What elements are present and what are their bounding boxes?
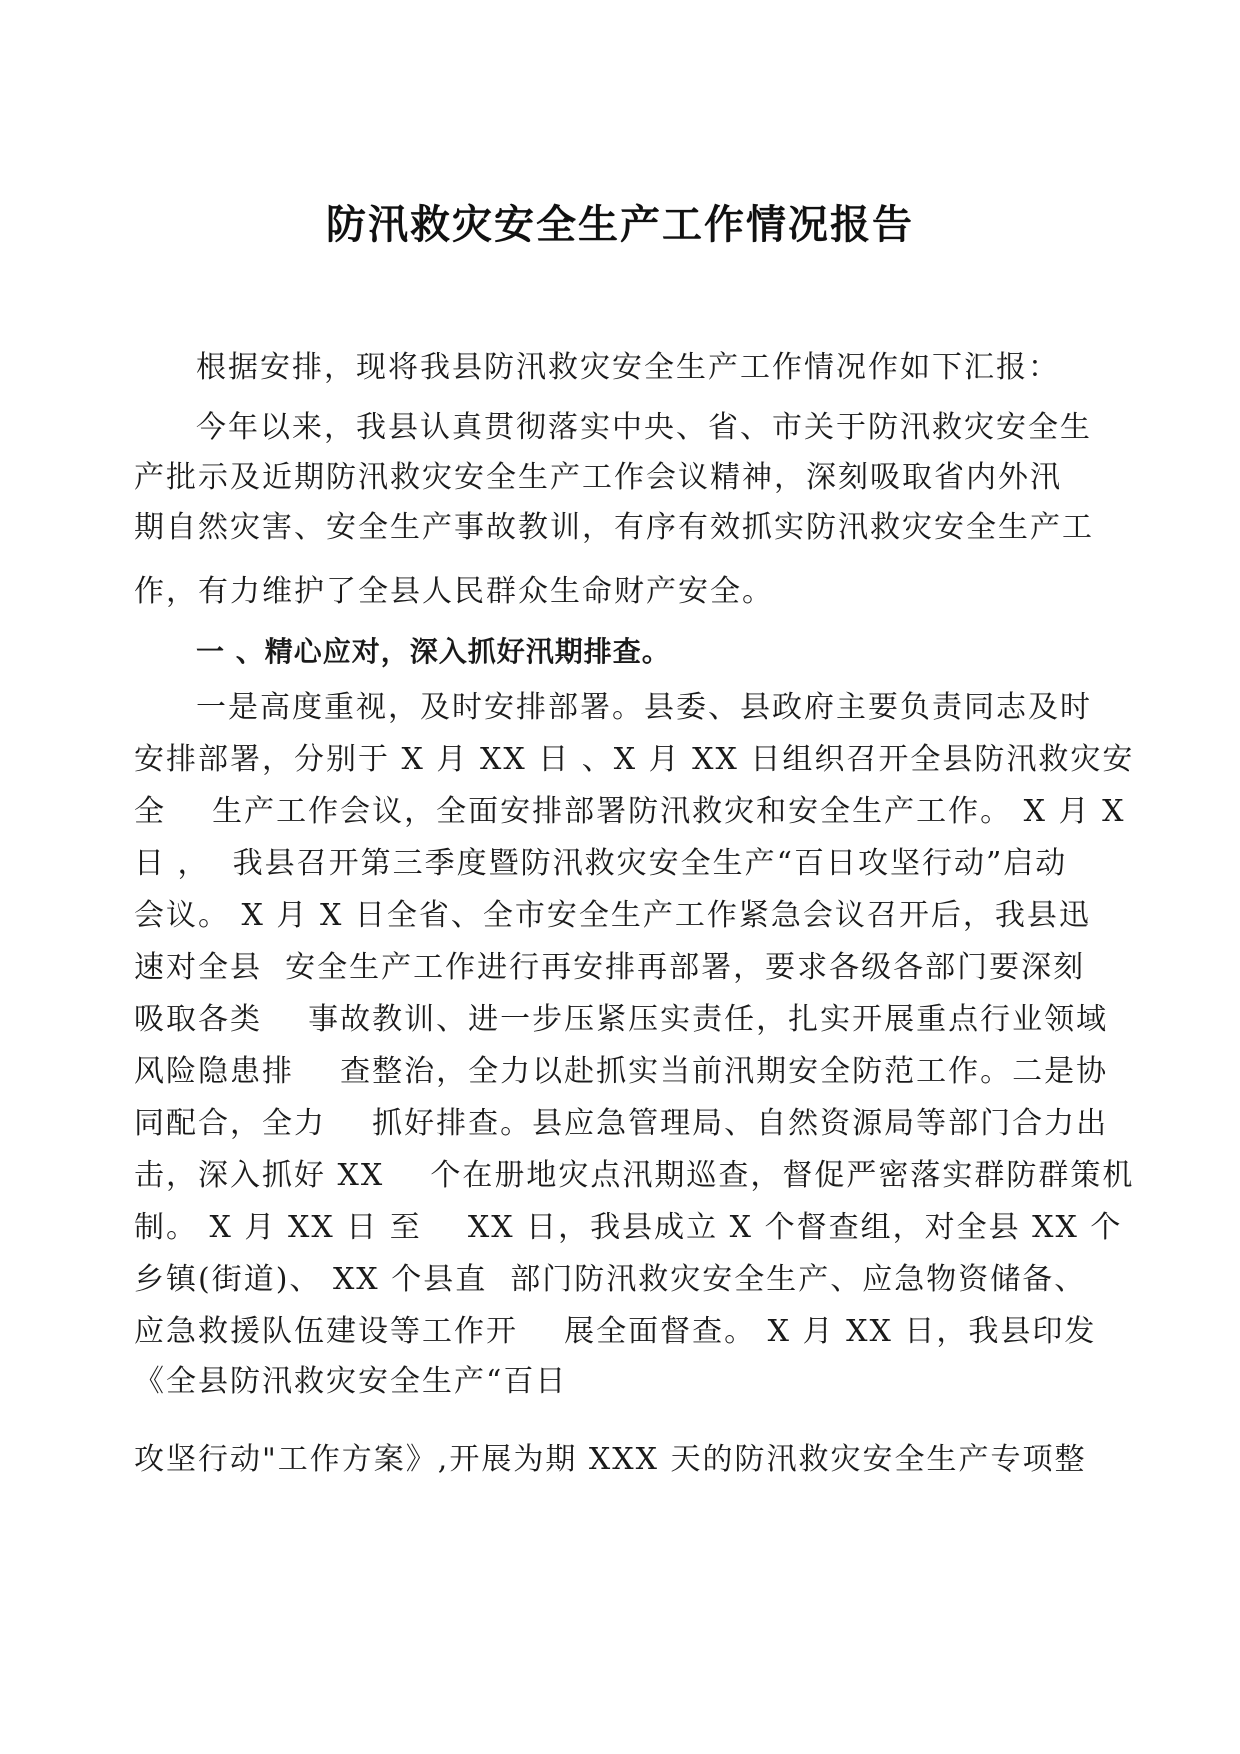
text-line: 今年以来，我县认真贯彻落实中央、省、市关于防汛救灾安全生 <box>196 410 1092 445</box>
section-heading: 一 、精心应对，深入抓好汛期排查。 <box>196 635 671 668</box>
text-line: 风险隐患排 查整治，全力以赴抓实当前汛期安全防范工作。二是协 <box>134 1054 1109 1089</box>
text-line: 产批示及近期防汛救灾安全生产工作会议精神，深刻吸取省内外汛 <box>134 460 1062 495</box>
document-title: 防汛救灾安全生产工作情况报告 <box>326 202 914 248</box>
text-line: 全 生产工作会议，全面安排部署防汛救灾和安全生产工作。 X 月 X <box>134 794 1126 829</box>
intro-line: 根据安排，现将我县防汛救灾安全生产工作情况作如下汇报： <box>196 350 1060 385</box>
text-line: 应急救援队伍建设等工作开 展全面督查。 X 月 XX 日，我县印发 <box>134 1314 1097 1349</box>
text-line: 制。 X 月 XX 日 至 XX 日，我县成立 X 个督查组，对全县 XX 个 <box>134 1210 1123 1245</box>
text-line: 速对全县 安全生产工作进行再安排再部署，要求各级各部门要深刻 <box>134 950 1086 985</box>
text-line: 击，深入抓好 XX 个在册地灾点汛期巡查，督促严密落实群防群策机 <box>134 1158 1135 1193</box>
text-line: 攻坚行动"工作方案》,开展为期 XXX 天的防汛救灾安全生产专项整 <box>134 1442 1087 1477</box>
text-line: 吸取各类 事故教训、进一步压紧压实责任，扎实开展重点行业领域 <box>134 1002 1109 1037</box>
text-line: 会议。 X 月 X 日全省、全市安全生产工作紧急会议召开后，我县迅 <box>134 898 1091 933</box>
text-line: 《全县防汛救灾安全生产“百日 <box>134 1364 568 1399</box>
text-line: 安排部署，分别于 X 月 XX 日 、X 月 XX 日组织召开全县防汛救灾安 <box>134 742 1135 777</box>
text-line: 同配合，全力 抓好排查。县应急管理局、自然资源局等部门合力出 <box>134 1106 1109 1141</box>
text-line: 一是高度重视，及时安排部署。县委、县政府主要负责同志及时 <box>196 690 1092 725</box>
text-line: 日 ， 我县召开第三季度暨防汛救灾安全生产“百日攻坚行动”启动 <box>134 846 1068 881</box>
text-line: 乡镇(街道)、 XX 个县直 部门防汛救灾安全生产、应急物资储备、 <box>134 1262 1087 1297</box>
text-line: 期自然灾害、安全生产事故教训，有序有效抓实防汛救灾安全生产工 <box>134 510 1094 545</box>
text-line: 作，有力维护了全县人民群众生命财产安全。 <box>134 574 774 609</box>
